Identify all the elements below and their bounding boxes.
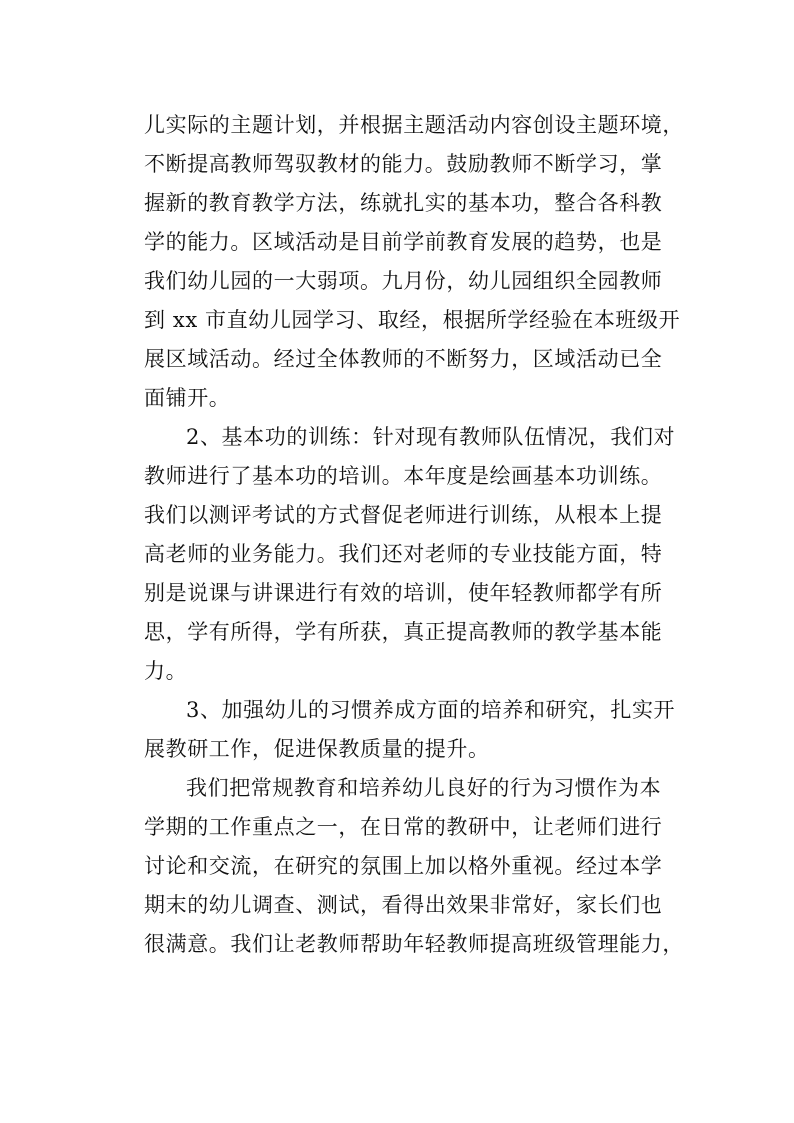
body-text-line: 很满意。我们让老教师帮助年轻教师提高班级管理能力， xyxy=(144,932,684,956)
paragraph-start-line: 我们把常规教育和培养幼儿良好的行为习惯作为本 xyxy=(186,776,662,800)
body-text-line: 握新的教育教学方法，练就扎实的基本功，整合各科教 xyxy=(144,191,663,215)
body-text-line: 力。 xyxy=(144,659,188,683)
body-text-line: 到 xx 市直幼儿园学习、取经，根据所学经验在本班级开 xyxy=(144,308,681,332)
body-text-line: 儿实际的主题计划，并根据主题活动内容创设主题环境， xyxy=(144,113,684,137)
body-text-line: 我们以测评考试的方式督促老师进行训练，从根本上提 xyxy=(144,503,663,527)
body-text-line: 我们幼儿园的一大弱项。九月份，幼儿园组织全园教师 xyxy=(144,269,663,293)
body-text-line: 思，学有所得，学有所获，真正提高教师的教学基本能 xyxy=(144,620,663,644)
body-text-line: 期末的幼儿调查、测试，看得出效果非常好，家长们也 xyxy=(144,893,663,917)
body-text-line: 面铺开。 xyxy=(144,386,231,410)
body-text-line: 别是说课与讲课进行有效的培训，使年轻教师都学有所 xyxy=(144,581,663,605)
body-text-line: 学的能力。区域活动是目前学前教育发展的趋势，也是 xyxy=(144,230,663,254)
section-heading-3: 3、加强幼儿的习惯养成方面的培养和研究，扎实开 xyxy=(186,698,676,722)
body-text-line: 展区域活动。经过全体教师的不断努力，区域活动已全 xyxy=(144,347,663,371)
body-text-line: 展教研工作，促进保教质量的提升。 xyxy=(144,737,490,761)
body-text-line: 不断提高教师驾驭教材的能力。鼓励教师不断学习，掌 xyxy=(144,152,663,176)
body-text-line: 教师进行了基本功的培训。本年度是绘画基本功训练。 xyxy=(144,464,663,488)
body-text-line: 学期的工作重点之一，在日常的教研中，让老师们进行 xyxy=(144,815,663,839)
body-text-line: 高老师的业务能力。我们还对老师的专业技能方面，特 xyxy=(144,542,663,566)
section-heading-2: 2、基本功的训练：针对现有教师队伍情况，我们对 xyxy=(186,425,676,449)
body-text-line: 讨论和交流，在研究的氛围上加以格外重视。经过本学 xyxy=(144,854,663,878)
